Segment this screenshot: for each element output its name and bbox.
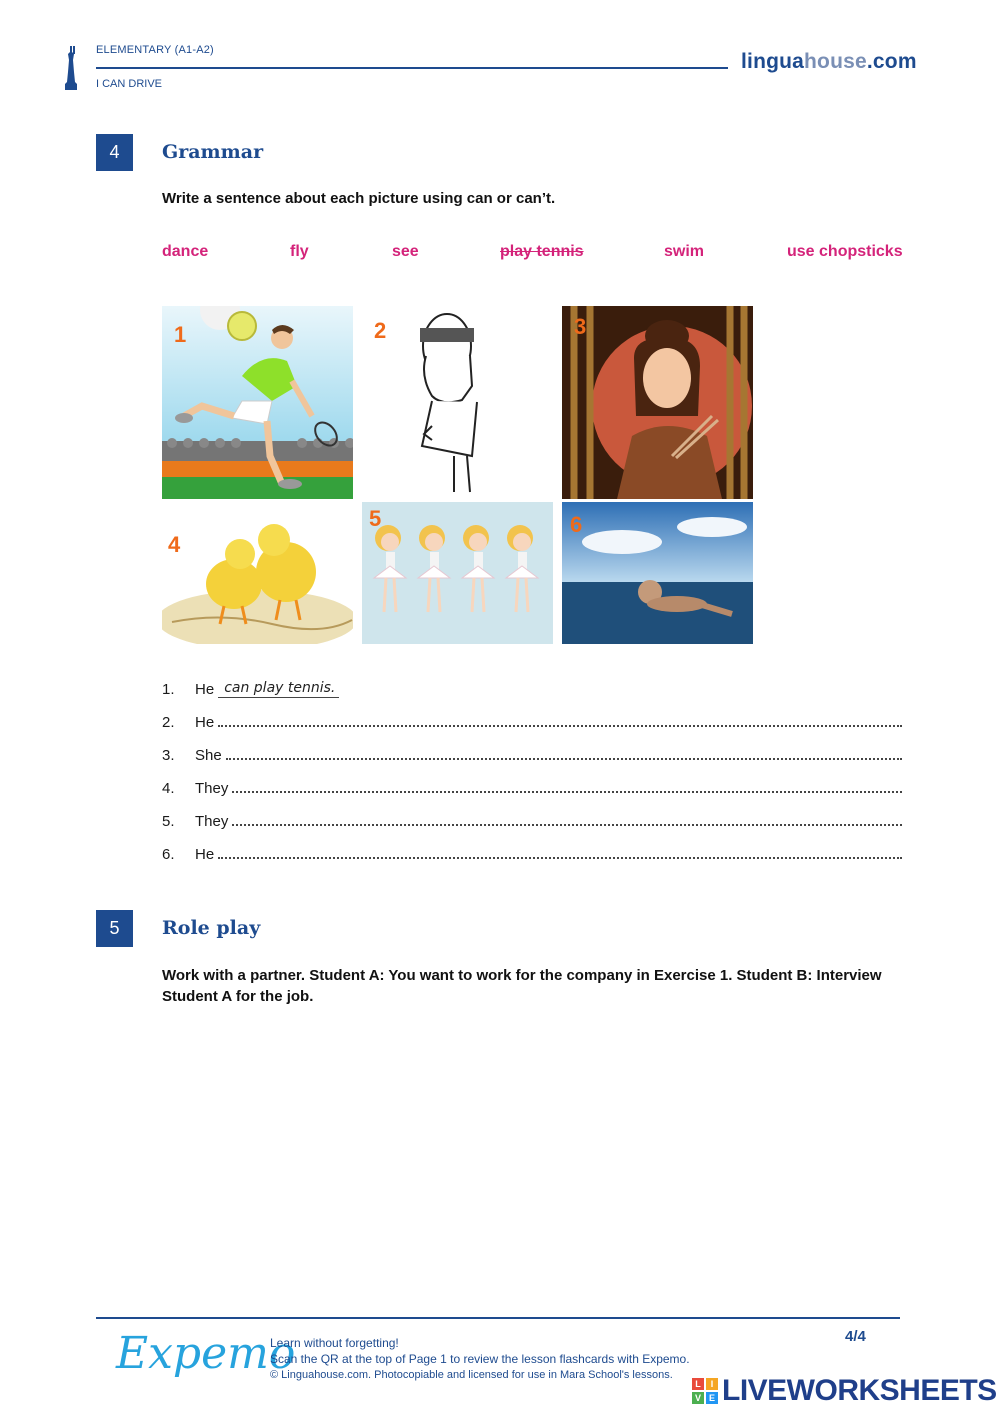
logo-part-1: lingua (741, 50, 805, 73)
course-level: ELEMENTARY (A1-A2) (96, 44, 214, 56)
sentence-subject: She (195, 747, 222, 764)
picture-number-4: 4 (168, 532, 181, 557)
liveworksheets-watermark (692, 1374, 997, 1408)
word-dance[interactable]: dance (162, 243, 209, 260)
sentence-subject: He (195, 846, 215, 863)
section-title-role-play: Role play (162, 917, 261, 939)
picture-number-2: 2 (374, 318, 387, 343)
cube-l: L (692, 1378, 704, 1390)
answer-field-5[interactable] (232, 812, 902, 826)
page-number: 4/4 (845, 1328, 866, 1345)
footer-rule (96, 1317, 900, 1319)
sentence-row-3 (162, 742, 902, 764)
sentence-number: 5. (162, 813, 175, 830)
grammar-instruction: Write a sentence about each picture using can or can’t. (162, 190, 556, 207)
answer-field-4[interactable] (232, 779, 902, 793)
section-number-5: 5 (96, 910, 133, 947)
sentence-row-6 (162, 841, 902, 863)
header-rule (96, 67, 728, 69)
section-number-4: 4 (96, 134, 133, 171)
footer-text (270, 1335, 690, 1383)
picture-man-swimming (562, 502, 753, 644)
expemo-logo: Expemo (116, 1328, 296, 1379)
sentence-subject: He (195, 714, 215, 731)
sentence-number: 3. (162, 747, 175, 764)
sentence-row-1 (162, 676, 902, 698)
sentence-row-5 (162, 808, 902, 830)
sentence-number: 6. (162, 846, 175, 863)
footer-line-3: © Linguahouse.com. Photocopiable and licensed for use in Mara School's lessons. (270, 1369, 673, 1381)
section-title-grammar: Grammar (162, 141, 264, 163)
picture-number-1: 1 (174, 322, 187, 347)
liveworksheets-text: LIVEWORKSHEETS (722, 1374, 997, 1407)
cube-v: V (692, 1392, 704, 1404)
picture-blindfolded-man (362, 306, 553, 499)
answer-field-3[interactable] (226, 746, 902, 760)
picture-chicks (162, 502, 353, 644)
lesson-title: I CAN DRIVE (96, 78, 163, 90)
sentence-number: 2. (162, 714, 175, 731)
picture-number-3: 3 (574, 314, 587, 339)
sentence-number: 4. (162, 780, 175, 797)
liveworksheets-cubes-icon (692, 1378, 718, 1404)
picture-ballerinas (362, 502, 553, 644)
word-see[interactable]: see (392, 243, 419, 260)
linguahouse-logo (741, 50, 917, 74)
logo-part-2: house (804, 50, 867, 73)
word-swim[interactable]: swim (664, 243, 705, 260)
sentence-number: 1. (162, 681, 175, 698)
picture-number-5: 5 (369, 506, 382, 531)
sentence-subject: He (195, 681, 215, 698)
sentence-subject: They (195, 813, 229, 830)
logo-part-3: .com (866, 50, 917, 73)
answer-field-6[interactable] (218, 845, 902, 859)
cube-i: I (706, 1378, 718, 1390)
word-play-tennis[interactable]: play tennis (500, 243, 584, 260)
sentence-row-2 (162, 709, 902, 731)
footer-line-1: Learn without forgetting! (270, 1336, 399, 1350)
answer-field-1[interactable]: can play tennis. (218, 680, 339, 698)
sentence-subject: They (195, 780, 229, 797)
cube-e: E (706, 1392, 718, 1404)
statue-of-liberty-icon (64, 46, 78, 90)
picture-woman-chopsticks (562, 306, 753, 499)
sentence-row-4 (162, 775, 902, 797)
word-fly[interactable]: fly (290, 243, 309, 260)
picture-tennis-player (162, 306, 353, 499)
picture-number-6: 6 (570, 512, 583, 537)
role-play-instruction: Work with a partner. Student A: You want to work for the company in Exercise 1. Student B: Interview Student A for the job. (162, 967, 882, 1005)
word-use-chopsticks[interactable]: use chopsticks (787, 243, 903, 260)
footer-line-2: Scan the QR at the top of Page 1 to review the lesson flashcards with Expemo. (270, 1352, 690, 1366)
answer-field-2[interactable] (218, 713, 902, 727)
